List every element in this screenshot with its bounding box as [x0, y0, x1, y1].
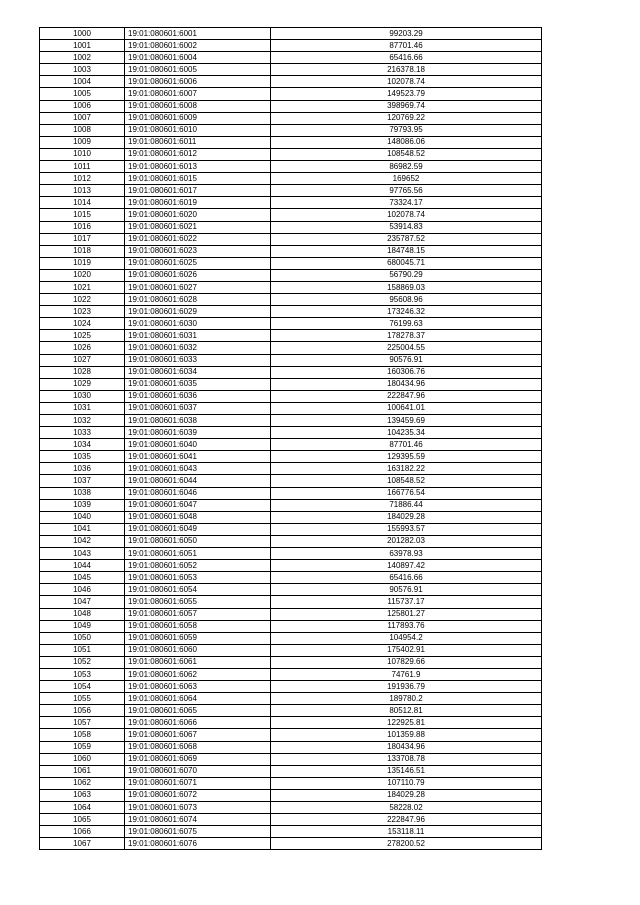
table-row	[40, 802, 542, 814]
cadastral-number-cell: 19:01:080601:6057	[125, 608, 271, 620]
row-number-cell: 1063	[40, 789, 125, 801]
row-number-cell: 1044	[40, 560, 125, 572]
row-number-cell: 1007	[40, 112, 125, 124]
value-cell: 184029.28	[271, 789, 542, 801]
table-row	[40, 136, 542, 148]
table-row	[40, 753, 542, 765]
row-number-cell: 1039	[40, 499, 125, 511]
row-number-cell: 1026	[40, 342, 125, 354]
table-row	[40, 221, 542, 233]
row-number-cell: 1033	[40, 427, 125, 439]
value-cell: 278200.52	[271, 838, 542, 850]
row-number-cell: 1008	[40, 124, 125, 136]
row-number-cell: 1031	[40, 402, 125, 414]
value-cell: 117893.76	[271, 620, 542, 632]
cadastral-number-cell: 19:01:080601:6076	[125, 838, 271, 850]
row-number-cell: 1010	[40, 148, 125, 160]
row-number-cell: 1038	[40, 487, 125, 499]
cadastral-number-cell: 19:01:080601:6058	[125, 620, 271, 632]
value-cell: 80512.81	[271, 705, 542, 717]
table-row	[40, 620, 542, 632]
value-cell: 53914.83	[271, 221, 542, 233]
value-cell: 216378.18	[271, 64, 542, 76]
table-row	[40, 596, 542, 608]
row-number-cell: 1032	[40, 415, 125, 427]
cadastral-number-cell: 19:01:080601:6009	[125, 112, 271, 124]
table-body	[40, 28, 542, 850]
value-cell: 107829.66	[271, 656, 542, 668]
cadastral-number-cell: 19:01:080601:6033	[125, 354, 271, 366]
row-number-cell: 1056	[40, 705, 125, 717]
cadastral-number-cell: 19:01:080601:6035	[125, 378, 271, 390]
cadastral-number-cell: 19:01:080601:6063	[125, 681, 271, 693]
value-cell: 100641.01	[271, 402, 542, 414]
cadastral-number-cell: 19:01:080601:6041	[125, 451, 271, 463]
value-cell: 102078.74	[271, 209, 542, 221]
table-row	[40, 729, 542, 741]
table-row	[40, 257, 542, 269]
value-cell: 122925.81	[271, 717, 542, 729]
table-row	[40, 28, 542, 40]
value-cell: 107110.79	[271, 777, 542, 789]
cadastral-number-cell: 19:01:080601:6039	[125, 427, 271, 439]
table-row	[40, 306, 542, 318]
row-number-cell: 1055	[40, 693, 125, 705]
row-number-cell: 1037	[40, 475, 125, 487]
cadastral-number-cell: 19:01:080601:6011	[125, 136, 271, 148]
value-cell: 184748.15	[271, 245, 542, 257]
table-row	[40, 281, 542, 293]
cadastral-number-cell: 19:01:080601:6044	[125, 475, 271, 487]
value-cell: 129395.59	[271, 451, 542, 463]
row-number-cell: 1047	[40, 596, 125, 608]
row-number-cell: 1067	[40, 838, 125, 850]
value-cell: 173246.32	[271, 306, 542, 318]
cadastral-number-cell: 19:01:080601:6021	[125, 221, 271, 233]
row-number-cell: 1015	[40, 209, 125, 221]
table-row	[40, 644, 542, 656]
table-row	[40, 717, 542, 729]
row-number-cell: 1019	[40, 257, 125, 269]
cadastral-number-cell: 19:01:080601:6059	[125, 632, 271, 644]
value-cell: 178278.37	[271, 330, 542, 342]
row-number-cell: 1020	[40, 269, 125, 281]
value-cell: 163182.22	[271, 463, 542, 475]
cadastral-number-cell: 19:01:080601:6067	[125, 729, 271, 741]
cadastral-number-cell: 19:01:080601:6010	[125, 124, 271, 136]
table-row	[40, 342, 542, 354]
value-cell: 73324.17	[271, 197, 542, 209]
row-number-cell: 1040	[40, 511, 125, 523]
cadastral-number-cell: 19:01:080601:6069	[125, 753, 271, 765]
row-number-cell: 1028	[40, 366, 125, 378]
value-cell: 680045.71	[271, 257, 542, 269]
table-row	[40, 124, 542, 136]
table-row	[40, 499, 542, 511]
value-cell: 125801.27	[271, 608, 542, 620]
cadastral-number-cell: 19:01:080601:6034	[125, 366, 271, 378]
table-row	[40, 294, 542, 306]
value-cell: 115737.17	[271, 596, 542, 608]
value-cell: 222847.96	[271, 814, 542, 826]
row-number-cell: 1065	[40, 814, 125, 826]
cadastral-number-cell: 19:01:080601:6070	[125, 765, 271, 777]
value-cell: 201282.03	[271, 535, 542, 547]
value-cell: 166776.54	[271, 487, 542, 499]
table-row	[40, 427, 542, 439]
row-number-cell: 1025	[40, 330, 125, 342]
row-number-cell: 1017	[40, 233, 125, 245]
row-number-cell: 1024	[40, 318, 125, 330]
row-number-cell: 1000	[40, 28, 125, 40]
row-number-cell: 1048	[40, 608, 125, 620]
table-row	[40, 656, 542, 668]
table-row	[40, 705, 542, 717]
value-cell: 222847.96	[271, 390, 542, 402]
row-number-cell: 1005	[40, 88, 125, 100]
row-number-cell: 1041	[40, 523, 125, 535]
row-number-cell: 1050	[40, 632, 125, 644]
value-cell: 90576.91	[271, 584, 542, 596]
row-number-cell: 1043	[40, 548, 125, 560]
value-cell: 108548.52	[271, 475, 542, 487]
table-row	[40, 64, 542, 76]
value-cell: 108548.52	[271, 148, 542, 160]
row-number-cell: 1042	[40, 535, 125, 547]
table-row	[40, 548, 542, 560]
row-number-cell: 1064	[40, 802, 125, 814]
row-number-cell: 1034	[40, 439, 125, 451]
row-number-cell: 1062	[40, 777, 125, 789]
row-number-cell: 1029	[40, 378, 125, 390]
table-row	[40, 197, 542, 209]
value-cell: 191936.79	[271, 681, 542, 693]
table-row	[40, 668, 542, 680]
row-number-cell: 1036	[40, 463, 125, 475]
table-row	[40, 741, 542, 753]
cadastral-number-cell: 19:01:080601:6062	[125, 668, 271, 680]
table-row	[40, 100, 542, 112]
table-row	[40, 814, 542, 826]
row-number-cell: 1016	[40, 221, 125, 233]
value-cell: 180434.96	[271, 378, 542, 390]
row-number-cell: 1003	[40, 64, 125, 76]
table-row	[40, 173, 542, 185]
table-row	[40, 608, 542, 620]
cadastral-number-cell: 19:01:080601:6006	[125, 76, 271, 88]
table-row	[40, 572, 542, 584]
value-cell: 155993.57	[271, 523, 542, 535]
table-row	[40, 318, 542, 330]
cadastral-number-cell: 19:01:080601:6066	[125, 717, 271, 729]
value-cell: 169652	[271, 173, 542, 185]
cadastral-number-cell: 19:01:080601:6075	[125, 826, 271, 838]
value-cell: 63978.93	[271, 548, 542, 560]
cadastral-number-cell: 19:01:080601:6055	[125, 596, 271, 608]
row-number-cell: 1018	[40, 245, 125, 257]
row-number-cell: 1004	[40, 76, 125, 88]
row-number-cell: 1058	[40, 729, 125, 741]
cadastral-number-cell: 19:01:080601:6047	[125, 499, 271, 511]
cadastral-number-cell: 19:01:080601:6073	[125, 802, 271, 814]
value-cell: 102078.74	[271, 76, 542, 88]
cadastral-number-cell: 19:01:080601:6060	[125, 644, 271, 656]
value-cell: 87701.46	[271, 439, 542, 451]
value-cell: 86982.59	[271, 161, 542, 173]
table-row	[40, 366, 542, 378]
table-row	[40, 269, 542, 281]
value-cell: 139459.69	[271, 415, 542, 427]
cadastral-number-cell: 19:01:080601:6013	[125, 161, 271, 173]
row-number-cell: 1014	[40, 197, 125, 209]
cadastral-number-cell: 19:01:080601:6048	[125, 511, 271, 523]
value-cell: 189780.2	[271, 693, 542, 705]
table-row	[40, 402, 542, 414]
row-number-cell: 1035	[40, 451, 125, 463]
value-cell: 149523.79	[271, 88, 542, 100]
cadastral-number-cell: 19:01:080601:6046	[125, 487, 271, 499]
cadastral-number-cell: 19:01:080601:6053	[125, 572, 271, 584]
value-cell: 158869.03	[271, 281, 542, 293]
cadastral-number-cell: 19:01:080601:6049	[125, 523, 271, 535]
table-row	[40, 838, 542, 850]
cadastral-number-cell: 19:01:080601:6017	[125, 185, 271, 197]
cadastral-number-cell: 19:01:080601:6008	[125, 100, 271, 112]
cadastral-number-cell: 19:01:080601:6030	[125, 318, 271, 330]
cadastral-number-cell: 19:01:080601:6071	[125, 777, 271, 789]
value-cell: 133708.78	[271, 753, 542, 765]
row-number-cell: 1006	[40, 100, 125, 112]
cadastral-number-cell: 19:01:080601:6027	[125, 281, 271, 293]
table-row	[40, 765, 542, 777]
row-number-cell: 1051	[40, 644, 125, 656]
row-number-cell: 1011	[40, 161, 125, 173]
value-cell: 65416.66	[271, 572, 542, 584]
table-row	[40, 330, 542, 342]
cadastral-number-cell: 19:01:080601:6072	[125, 789, 271, 801]
row-number-cell: 1053	[40, 668, 125, 680]
table-row	[40, 233, 542, 245]
cadastral-number-cell: 19:01:080601:6065	[125, 705, 271, 717]
cadastral-number-cell: 19:01:080601:6061	[125, 656, 271, 668]
cadastral-number-cell: 19:01:080601:6029	[125, 306, 271, 318]
cadastral-number-cell: 19:01:080601:6002	[125, 40, 271, 52]
value-cell: 56790.29	[271, 269, 542, 281]
cadastral-number-cell: 19:01:080601:6051	[125, 548, 271, 560]
value-cell: 104954.2	[271, 632, 542, 644]
cadastral-number-cell: 19:01:080601:6028	[125, 294, 271, 306]
row-number-cell: 1057	[40, 717, 125, 729]
cadastral-number-cell: 19:01:080601:6036	[125, 390, 271, 402]
table-row	[40, 88, 542, 100]
cadastral-number-cell: 19:01:080601:6007	[125, 88, 271, 100]
table-row	[40, 245, 542, 257]
table-row	[40, 632, 542, 644]
value-cell: 153118.11	[271, 826, 542, 838]
cadastral-number-cell: 19:01:080601:6001	[125, 28, 271, 40]
value-cell: 180434.96	[271, 741, 542, 753]
row-number-cell: 1013	[40, 185, 125, 197]
row-number-cell: 1049	[40, 620, 125, 632]
table-row	[40, 487, 542, 499]
cadastral-number-cell: 19:01:080601:6040	[125, 439, 271, 451]
table-row	[40, 463, 542, 475]
cadastral-number-cell: 19:01:080601:6023	[125, 245, 271, 257]
table-row	[40, 76, 542, 88]
value-cell: 65416.66	[271, 52, 542, 64]
row-number-cell: 1059	[40, 741, 125, 753]
document-page	[39, 27, 542, 850]
table-row	[40, 390, 542, 402]
table-row	[40, 789, 542, 801]
value-cell: 101359.88	[271, 729, 542, 741]
value-cell: 97765.56	[271, 185, 542, 197]
table-row	[40, 52, 542, 64]
value-cell: 79793.95	[271, 124, 542, 136]
table-row	[40, 185, 542, 197]
cadastral-number-cell: 19:01:080601:6012	[125, 148, 271, 160]
value-cell: 175402.91	[271, 644, 542, 656]
table-row	[40, 209, 542, 221]
row-number-cell: 1066	[40, 826, 125, 838]
cadastral-number-cell: 19:01:080601:6020	[125, 209, 271, 221]
row-number-cell: 1027	[40, 354, 125, 366]
value-cell: 58228.02	[271, 802, 542, 814]
cadastral-number-cell: 19:01:080601:6005	[125, 64, 271, 76]
table-row	[40, 378, 542, 390]
value-cell: 148086.06	[271, 136, 542, 148]
table-row	[40, 826, 542, 838]
row-number-cell: 1030	[40, 390, 125, 402]
row-number-cell: 1009	[40, 136, 125, 148]
value-cell: 71886.44	[271, 499, 542, 511]
row-number-cell: 1052	[40, 656, 125, 668]
value-cell: 135146.51	[271, 765, 542, 777]
value-cell: 235787.52	[271, 233, 542, 245]
cadastral-number-cell: 19:01:080601:6043	[125, 463, 271, 475]
table-row	[40, 451, 542, 463]
table-row	[40, 693, 542, 705]
value-cell: 398969.74	[271, 100, 542, 112]
value-cell: 104235.34	[271, 427, 542, 439]
table-row	[40, 681, 542, 693]
cadastral-number-cell: 19:01:080601:6050	[125, 535, 271, 547]
row-number-cell: 1060	[40, 753, 125, 765]
table-row	[40, 415, 542, 427]
table-row	[40, 161, 542, 173]
cadastral-number-cell: 19:01:080601:6074	[125, 814, 271, 826]
row-number-cell: 1001	[40, 40, 125, 52]
cadastral-number-cell: 19:01:080601:6026	[125, 269, 271, 281]
row-number-cell: 1046	[40, 584, 125, 596]
table-row	[40, 148, 542, 160]
table-row	[40, 777, 542, 789]
row-number-cell: 1045	[40, 572, 125, 584]
cadastral-number-cell: 19:01:080601:6015	[125, 173, 271, 185]
table-row	[40, 439, 542, 451]
cadastral-number-cell: 19:01:080601:6022	[125, 233, 271, 245]
value-cell: 76199.63	[271, 318, 542, 330]
row-number-cell: 1021	[40, 281, 125, 293]
cadastral-number-cell: 19:01:080601:6054	[125, 584, 271, 596]
cadastral-number-cell: 19:01:080601:6019	[125, 197, 271, 209]
cadastral-value-table	[39, 27, 542, 850]
row-number-cell: 1054	[40, 681, 125, 693]
table-row	[40, 584, 542, 596]
row-number-cell: 1012	[40, 173, 125, 185]
table-row	[40, 112, 542, 124]
row-number-cell: 1002	[40, 52, 125, 64]
value-cell: 87701.46	[271, 40, 542, 52]
value-cell: 225004.55	[271, 342, 542, 354]
value-cell: 99203.29	[271, 28, 542, 40]
value-cell: 95608.96	[271, 294, 542, 306]
cadastral-number-cell: 19:01:080601:6037	[125, 402, 271, 414]
cadastral-number-cell: 19:01:080601:6052	[125, 560, 271, 572]
cadastral-number-cell: 19:01:080601:6032	[125, 342, 271, 354]
cadastral-number-cell: 19:01:080601:6068	[125, 741, 271, 753]
table-row	[40, 523, 542, 535]
cadastral-number-cell: 19:01:080601:6025	[125, 257, 271, 269]
cadastral-number-cell: 19:01:080601:6064	[125, 693, 271, 705]
value-cell: 160306.76	[271, 366, 542, 378]
value-cell: 140897.42	[271, 560, 542, 572]
value-cell: 74761.9	[271, 668, 542, 680]
cadastral-number-cell: 19:01:080601:6038	[125, 415, 271, 427]
row-number-cell: 1023	[40, 306, 125, 318]
value-cell: 90576.91	[271, 354, 542, 366]
value-cell: 184029.28	[271, 511, 542, 523]
table-row	[40, 40, 542, 52]
table-row	[40, 511, 542, 523]
cadastral-number-cell: 19:01:080601:6004	[125, 52, 271, 64]
table-row	[40, 535, 542, 547]
row-number-cell: 1061	[40, 765, 125, 777]
table-row	[40, 354, 542, 366]
row-number-cell: 1022	[40, 294, 125, 306]
cadastral-number-cell: 19:01:080601:6031	[125, 330, 271, 342]
table-row	[40, 475, 542, 487]
table-row	[40, 560, 542, 572]
value-cell: 120769.22	[271, 112, 542, 124]
